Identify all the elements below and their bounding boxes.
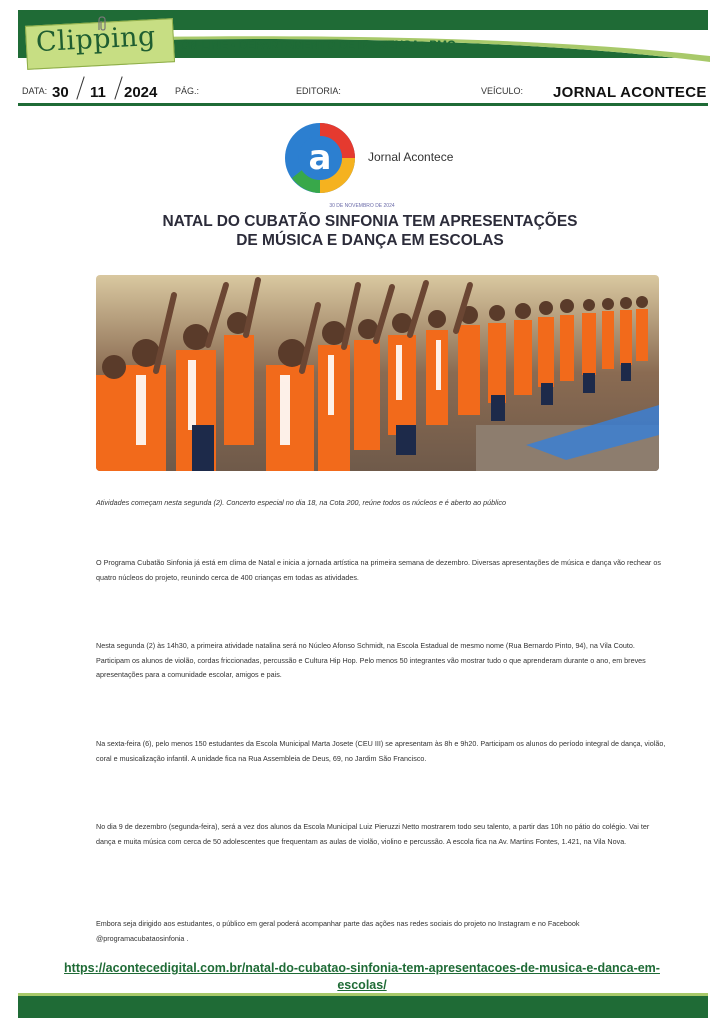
paperclip-icon xyxy=(96,16,116,32)
article-paragraph: Na sexta-feira (6), pelo menos 150 estudantes da Escola Municipal Marta Josete (CEU III) se apresentam às 8h e 9h20. Participam os alunos do período integral de dança, violão, coral e musicalização infantil. A unidade fica na Rua Assembleia de Deus, 69, no Jardim São Francisco. xyxy=(96,739,666,763)
meta-divider xyxy=(18,103,708,106)
logo-letter: a xyxy=(308,138,332,178)
article-paragraph: Embora seja dirigido aos estudantes, o público em geral poderá acompanhar parte das ações nas redes sociais do projeto no Instagram e no Facebook @programacubataosinfonia . xyxy=(96,919,580,943)
date-month: 11 xyxy=(90,84,106,101)
date-separator xyxy=(114,76,122,99)
veiculo-value: JORNAL ACONTECE xyxy=(553,84,707,101)
article-photo xyxy=(96,275,659,471)
article-title-line: DE MÚSICA E DANÇA EM ESCOLAS xyxy=(236,232,504,249)
veiculo-label: VEÍCULO: xyxy=(481,86,524,96)
clipping-badge-text: Clipping xyxy=(35,20,157,59)
article-paragraph: O Programa Cubatão Sinfonia já está em clima de Natal e inicia a jornada artística na primeira semana de dezembro. Diversas apresentações de música e dança vão rechear os quatro núcleos do projeto, reunindo cerca de 400 crianças em todas as atividades. xyxy=(96,558,661,582)
article-paragraph: No dia 9 de dezembro (segunda-feira), será a vez dos alunos da Escola Municipal Luiz Pieruzzi Netto mostrarem todo seu talento, a partir das 10h no pátio do colégio. Vai ter dança e muita música com cerca de 50 adolescentes que frequentam as aulas de violão, violino e percussão. A escola fica na Av. Martins Fontes, 1.421, na Vila Nova. xyxy=(96,822,650,846)
editoria-label: EDITORIA: xyxy=(296,86,341,96)
article-title-line: NATAL DO CUBATÃO SINFONIA TEM APRESENTAÇÕES xyxy=(162,213,578,230)
article-date: 30 DE NOVEMBRO DE 2024 xyxy=(329,203,395,209)
date-day: 30 xyxy=(52,84,69,101)
article-paragraph: Nesta segunda (2) às 14h30, a primeira atividade natalina será no Núcleo Afonso Schmidt, na Escola Estadual de mesmo nome (Rua Bernardo Pinto, 94), na Vila Couto. Participam os alunos de violão, cordas friccionadas, percussão e Cultura Hip Hop. Pelo menos 50 integrantes vão mostrar tudo o que aprenderam durante o ano, em breves apresentações para a comunidade escolar, amigos e pais. xyxy=(96,641,646,679)
page-label: PÁG.: xyxy=(175,86,200,96)
header-subtitle: ON-LINE • DEPARTAMENTO DE IMPRENSA • PMC xyxy=(180,38,456,52)
photo-caption: Atividades começam nesta segunda (2). Concerto especial no dia 18, na Cota 200, reúne todos os núcleos e é aberto ao público xyxy=(96,498,506,507)
jornal-acontece-logo-icon xyxy=(284,122,356,194)
footer-band xyxy=(18,996,708,1018)
logo-name: Jornal Acontece xyxy=(368,150,454,164)
date-label: DATA: xyxy=(22,86,48,96)
source-link[interactable]: https://acontecedigital.com.br/natal-do-cubatao-sinfonia-tem-apresentacoes-de-musica-e-danca-em-escolas/ xyxy=(64,961,660,992)
date-year: 2024 xyxy=(124,84,158,101)
date-separator xyxy=(76,76,84,99)
article-title xyxy=(120,212,620,250)
